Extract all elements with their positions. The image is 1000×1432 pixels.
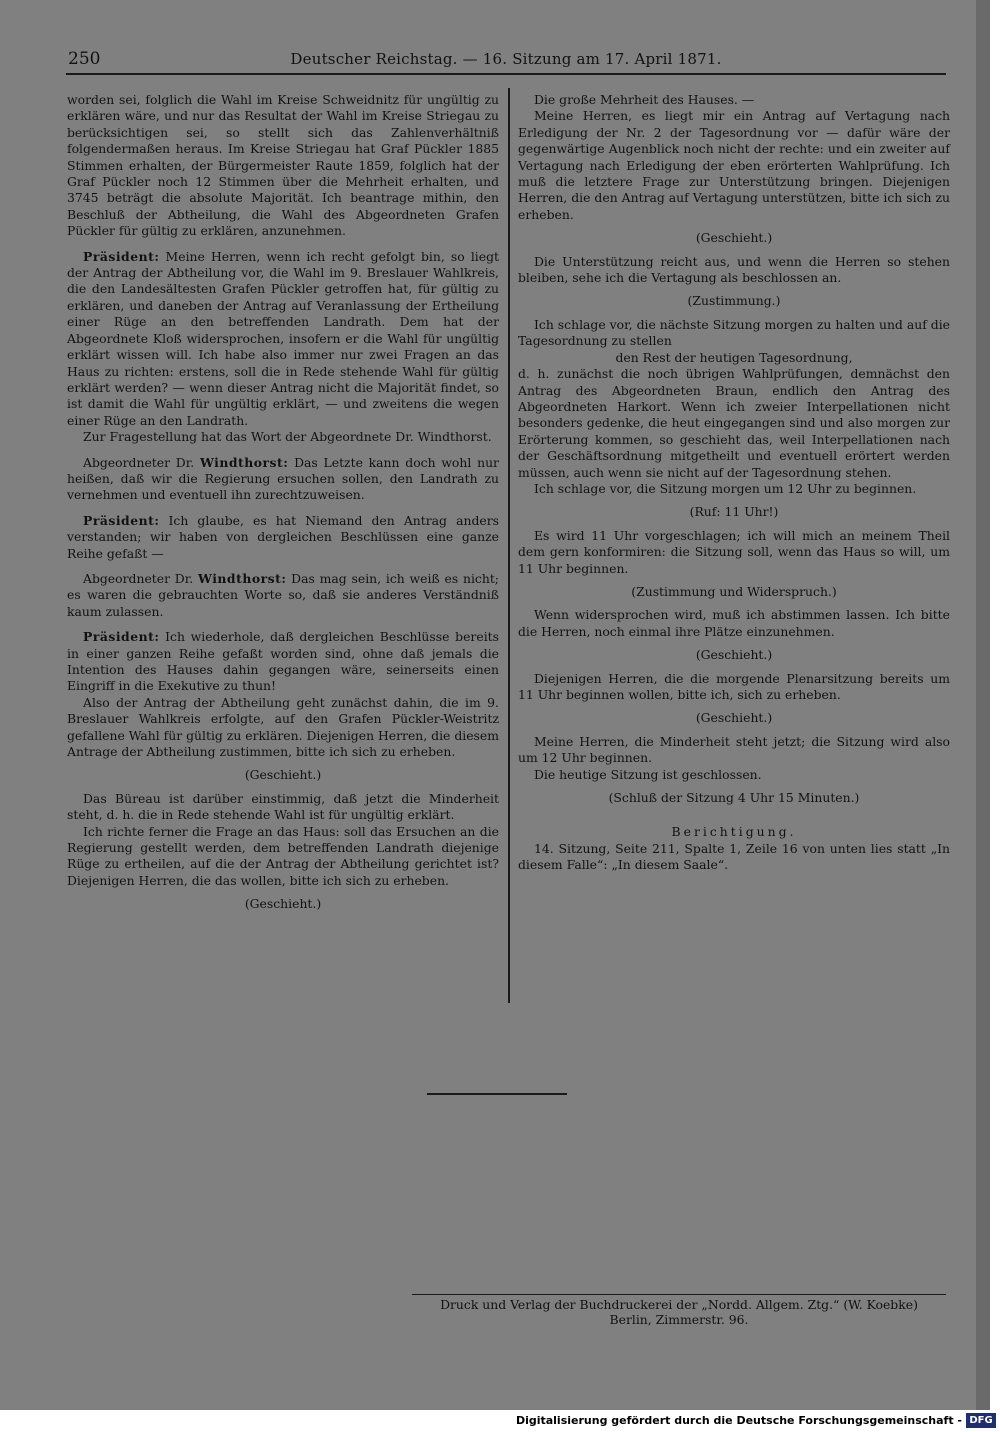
column-divider <box>508 88 510 1003</box>
imprint <box>412 1297 946 1327</box>
speech-text: Das mag sein, ich weiß es nicht; es waren die gebrauchten Worte so, daß sie anderes Verständniß kaum zulassen. <box>67 570 499 619</box>
text-paragraph: Wenn widersprochen wird, muß ich abstimmen lassen. Ich bitte die Herren, noch einmal ihre Plätze einzunehmen. <box>518 607 950 639</box>
text-paragraph: Diejenigen Herren, die die morgende Plenarsitzung bereits um 11 Uhr beginnen wollen, bitte ich, sich zu erheben. <box>518 670 950 702</box>
speech-paragraph <box>67 455 499 504</box>
text-paragraph: Meine Herren, es liegt mir ein Antrag auf Vertagung nach Erledigung der Nr. 2 der Tagesordnung vor — dafür wäre der gegenwärtige Augenblick noch nicht der rechte: und ein zweiter auf Vertagung nach Erledigung der eben erörterten Wahlprüfung. Ich muß die letztere Frage zur Unterstützung bringen. Diejenigen Herren, die den Antrag auf Vertagung unterstützen, bitte ich sich zu erheben. <box>518 108 950 222</box>
speaker-name: Präsident: <box>83 629 160 645</box>
dfg-logo-icon: DFG <box>966 1413 996 1428</box>
stage-direction: (Geschieht.) <box>695 230 773 246</box>
text-paragraph: Ich schlage vor, die nächste Sitzung morgen zu halten und auf die Tagesordnung zu stellen <box>518 316 950 349</box>
page-edge-shadow <box>976 0 990 1410</box>
speech-text: Ich wiederhole, daß dergleichen Beschlüsse bereits in einer ganzen Reihe gefaßt worden sind, ohne daß jemals die Intention des Hauses dahin gegangen wäre, seinerseits einen Eingriff in die Exekutive zu thun! <box>67 629 499 694</box>
text-paragraph: Das Büreau ist darüber einstimmig, daß jetzt die Minderheit steht, d. h. die in Rede stehende Wahl ist für ungültig erklärt. <box>67 790 499 823</box>
speaker-name: Windthorst: <box>198 570 287 586</box>
imprint-line: Berlin, Zimmerstr. 96. <box>609 1312 749 1327</box>
text-paragraph: Ich richte ferner die Frage an das Haus: soll das Ersuchen an die Regierung gestellt werden, dem betreffenden Landrath diejenige Rüge zu ertheilen, auf die der Antrag der Abtheilung gerichtet ist? Diejenigen Herren, die das wollen, bitte ich sich zu erheben. <box>67 823 499 888</box>
speech-paragraph <box>67 249 499 429</box>
speaker-name: Windthorst: <box>199 454 289 470</box>
speech-paragraph <box>67 629 499 695</box>
stage-direction: (Geschieht.) <box>244 896 322 912</box>
stage-direction: (Schluß der Sitzung 4 Uhr 15 Minuten.) <box>608 790 860 806</box>
speech-text: Ich glaube, es hat Niemand den Antrag anders verstanden; wir haben von dergleichen Beschlüssen eine ganze Reihe gefaßt — <box>67 512 499 561</box>
text-paragraph: Es wird 11 Uhr vorgeschlagen; ich will mich an meinem Theil dem gern konformiren: die Sitzung soll, wenn das Haus so will, um 11 Uhr beginnen. <box>518 527 950 576</box>
speech-paragraph <box>67 571 499 620</box>
speech-text: Meine Herren, wenn ich recht gefolgt bin, so liegt der Antrag der Abtheilung vor, die Wahl im 9. Breslauer Wahlkreis, die den Landesältesten Grafen Pückler getroffen hat, für gültig zu erklären, und daneben der Antrag auf Veranlassung der Ertheilung einer Rüge an den betreffenden Landrath. Dem hat der Abgeordnete Kloß widersprochen, insofern er die Wahl für ungültig erklärt wissen will. Ich habe also immer nur zwei Fragen an das Haus zu richten: erstens, soll die in Rede stehende Wahl für gültig erklärt werden? — wenn dieser Antrag nicht die Majorität findet, so ist damit die Wahl für ungültig erklärt, — und zweitens die wegen einer Rüge an den Landrath. <box>67 248 499 428</box>
stage-direction: (Zustimmung.) <box>687 293 781 309</box>
left-column <box>67 92 499 920</box>
text-paragraph: d. h. zunächst die noch übrigen Wahlprüfungen, demnächst den Antrag des Abgeordneten Braun, endlich den Antrag des Abgeordneten Harkort. Wenn ich zweier Interpellationen nicht besonders gedenke, die heut eingegangen sind und also morgen zur Erörterung kommen, so geschieht das, weil Interpellationen nach der Geschäftsordnung mitgetheilt und eventuell erörtert werden müssen, auch wenn sie nicht auf der Tagesordnung stehen. <box>518 366 950 480</box>
speech-text: Das Letzte kann doch wohl nur heißen, daß wir die Regierung ersuchen sollen, den Landrath zu vernehmen und eventuell ihn zurechtzuweisen. <box>67 454 499 503</box>
text-paragraph: Die heutige Sitzung ist geschlossen. <box>534 766 762 782</box>
text-paragraph: Also der Antrag der Abtheilung geht zunächst dahin, die im 9. Breslauer Wahlkreis erfolgte, auf den Grafen Pückler-Weistritz gefallene Wahl für gültig zu erklären. Diejenigen Herren, die diesem Antrage der Abtheilung zustimmen, bitte ich sich zu erheben. <box>67 694 500 760</box>
text-paragraph: Die große Mehrheit des Hauses. — <box>534 92 755 107</box>
text-paragraph: Zur Fragestellung hat das Wort der Abgeordnete Dr. Windthorst. <box>83 429 492 445</box>
agenda-item: den Rest der heutigen Tagesordnung, <box>615 349 853 365</box>
dfg-credit: Digitalisierung gefördert durch die Deutsche Forschungsgemeinschaft - <box>515 1414 962 1427</box>
right-column <box>518 92 950 874</box>
text-paragraph: 14. Sitzung, Seite 211, Spalte 1, Zeile 16 von unten lies statt „In diesem Falle“: „In diesem Saale“. <box>518 840 950 873</box>
speaker-title: Abgeordneter Dr. <box>83 570 199 586</box>
text-paragraph: Meine Herren, die Minderheit steht jetzt; die Sitzung wird also um 12 Uhr beginnen. <box>518 733 950 766</box>
page-number: 250 <box>68 49 101 69</box>
stage-direction: (Zustimmung und Widerspruch.) <box>631 583 837 599</box>
speaker-title: Abgeordneter Dr. <box>83 454 200 470</box>
speaker-name: Präsident: <box>83 248 160 264</box>
digitization-footer <box>0 1410 1000 1432</box>
stage-direction: (Geschieht.) <box>695 710 773 726</box>
imprint-line: Druck und Verlag der Buchdruckerei der „Nordd. Allgem. Ztg.“ (W. Koebke) <box>440 1297 918 1312</box>
section-end-rule <box>427 1093 567 1095</box>
speech-paragraph <box>67 513 499 562</box>
stage-direction: (Geschieht.) <box>244 767 322 783</box>
speaker-name: Präsident: <box>83 512 160 528</box>
stage-direction: (Ruf: 11 Uhr!) <box>689 504 779 520</box>
stage-direction: (Geschieht.) <box>695 647 773 663</box>
correction-heading: Berichtigung. <box>671 824 797 840</box>
text-paragraph: Die Unterstützung reicht aus, und wenn die Herren so stehen bleiben, sehe ich die Vertagung als beschlossen an. <box>518 253 950 286</box>
text-paragraph: Ich schlage vor, die Sitzung morgen um 12 Uhr zu beginnen. <box>534 480 917 496</box>
text-paragraph: worden sei, folglich die Wahl im Kreise Schweidnitz für ungültig zu erklären wäre, und nur das Resultat der Wahl im Kreise Striegau zu berücksichtigen sei, so stellt sich das Zahlenverhältniß folgendermaßen heraus. Im Kreise Striegau hat Graf Pückler 1885 Stimmen erhalten, der Bürgermeister Raute 1859, folglich hat der Graf Pückler noch 12 Stimmen über die Mehrheit erhalten, und 3745 beträgt die absolute Majorität. Ich beantrage mithin, den Beschluß der Abtheilung, die Wahl des Abgeordneten Grafen Pückler für gültig zu erklären, anzunehmen. <box>67 92 499 239</box>
page-header <box>66 47 946 75</box>
imprint-rule <box>412 1294 946 1295</box>
running-head: Deutscher Reichstag. — 16. Sitzung am 17. April 1871. <box>290 50 722 68</box>
